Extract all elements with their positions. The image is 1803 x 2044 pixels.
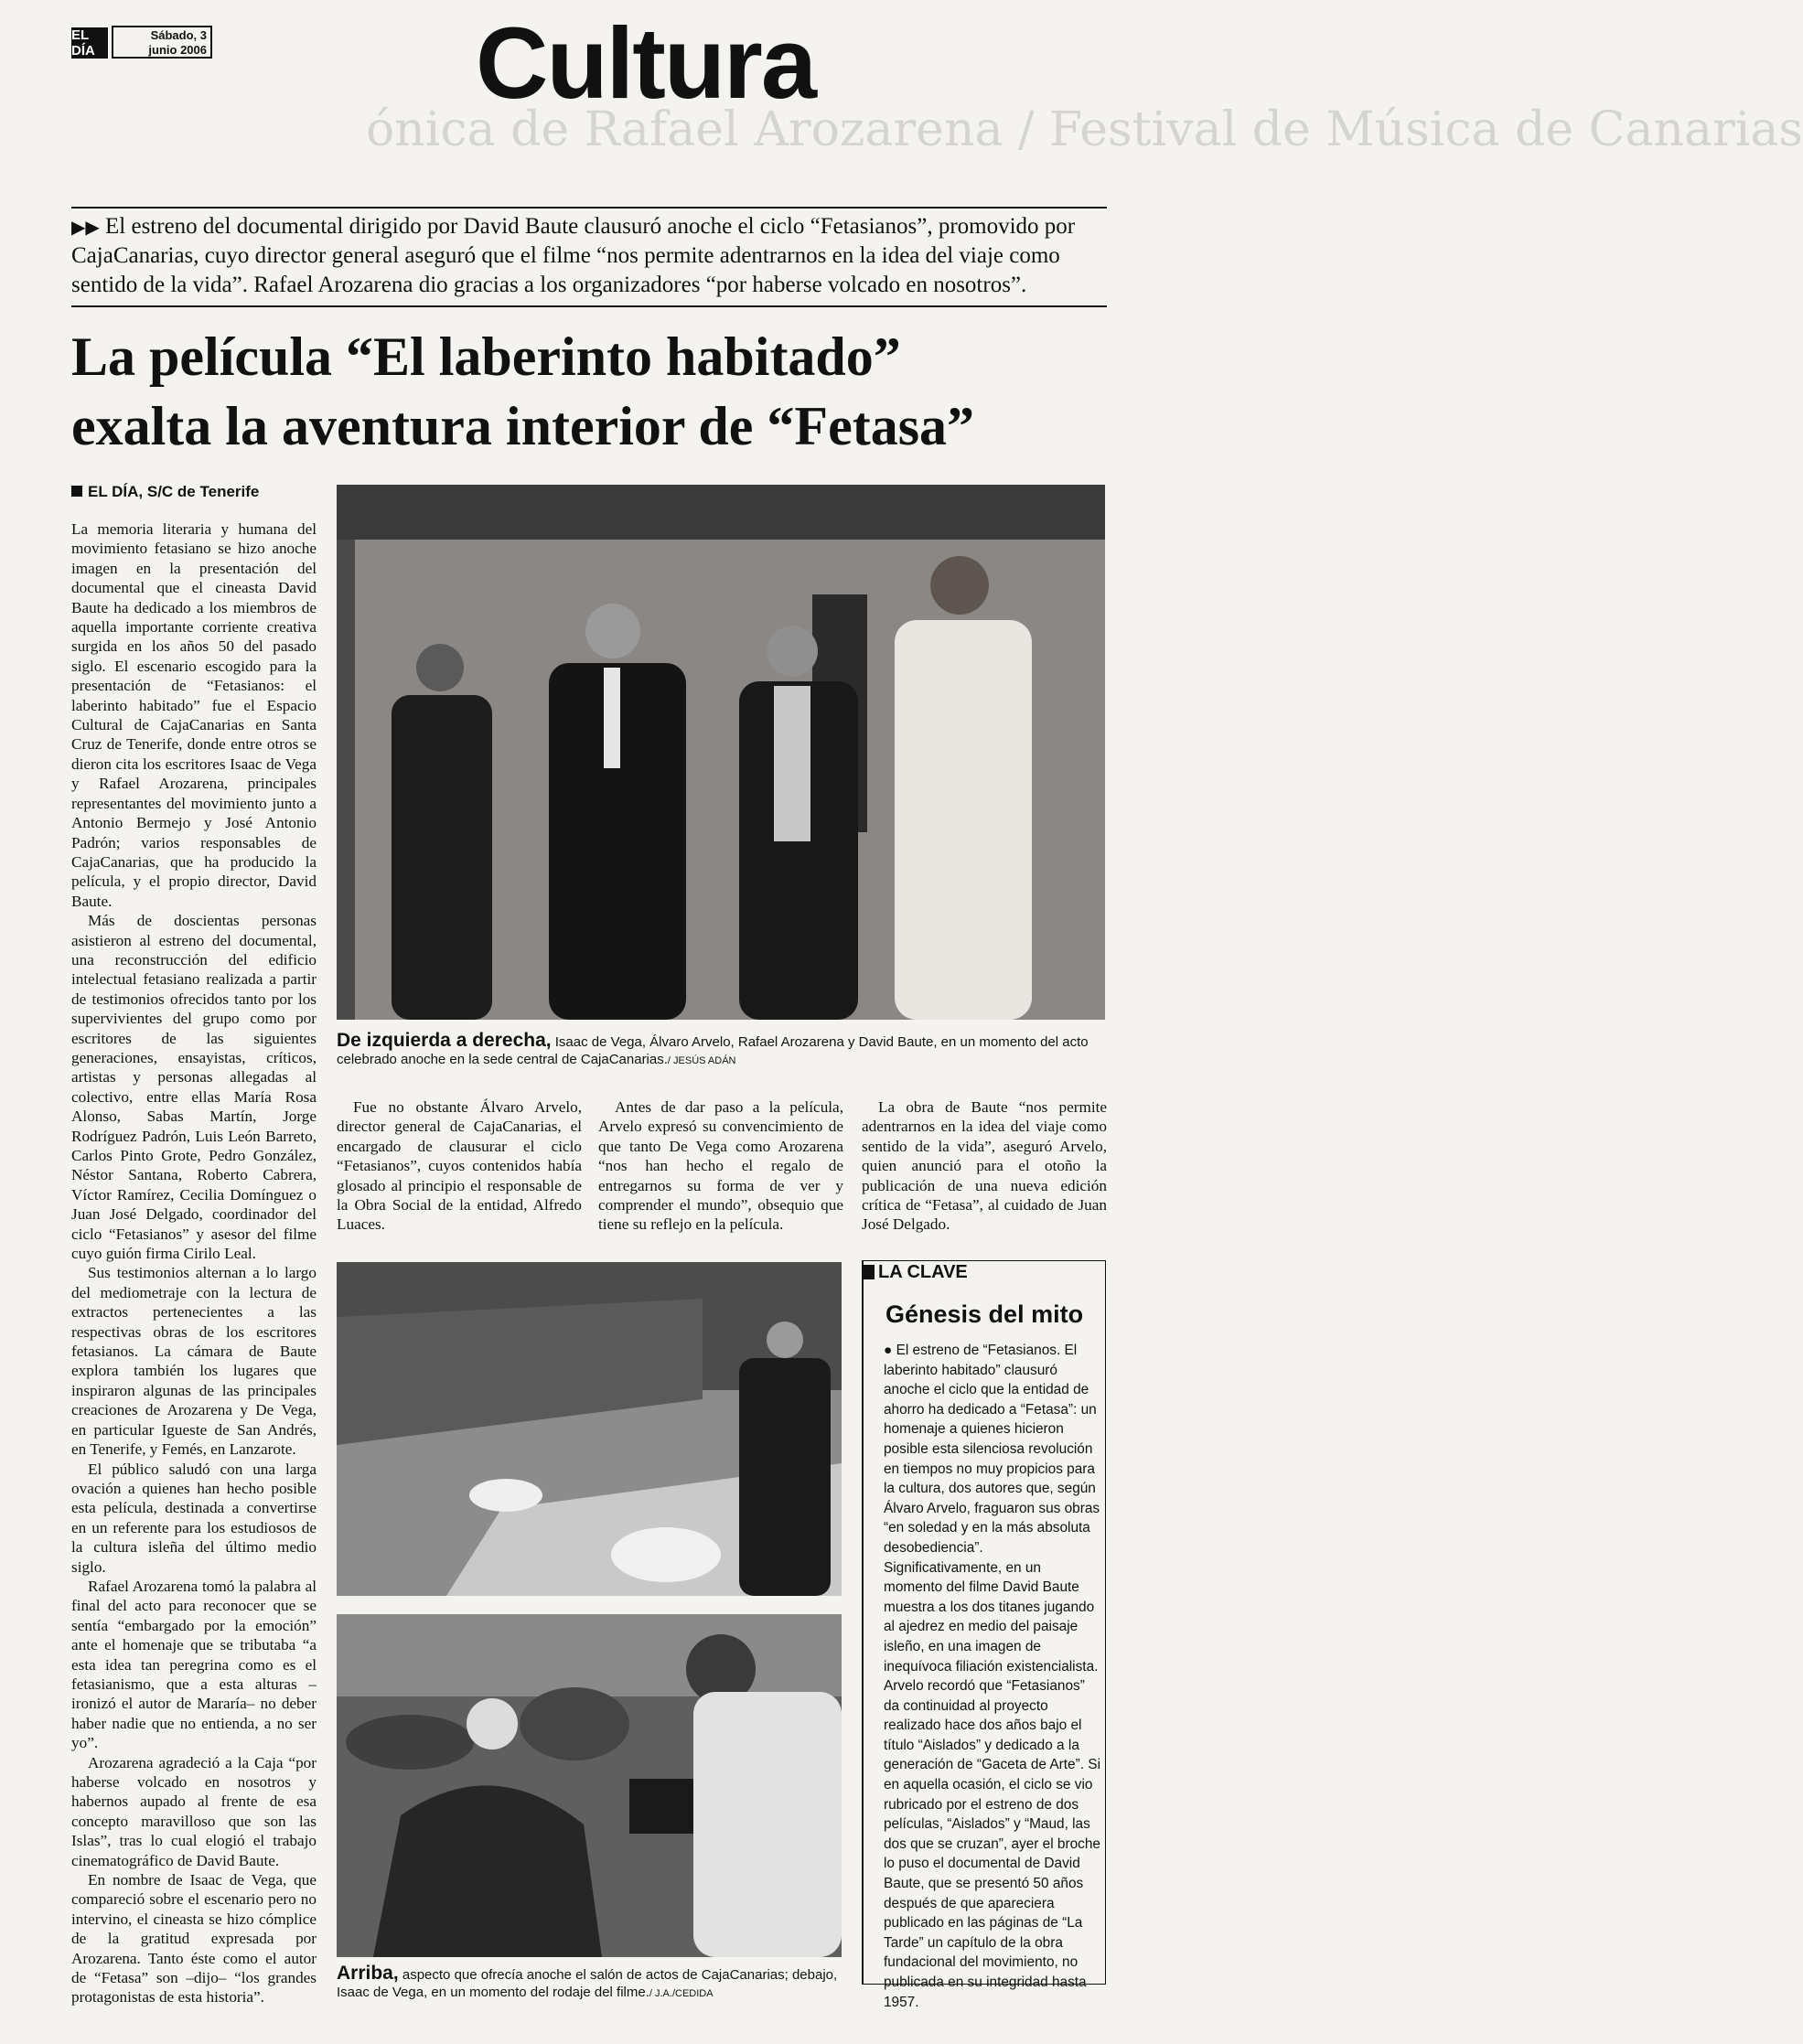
photo-filming-image: [337, 1614, 842, 1957]
sidebar-label: [864, 1262, 968, 1283]
caption-text: aspecto que ofrecía anoche el salón de actos de CajaCanarias; debajo, Isaac de Vega, en un momento del rodaje del filme.: [337, 1967, 838, 2000]
dek-bottom-rule: [71, 305, 1107, 307]
photo-auditorium-image: [337, 1262, 842, 1596]
col1-paragraph: Arozarena agradeció a la Caja “por haberse volcado en nosotros y habernos aupado al frente de esa concepto maravilloso que son las Islas”, tras lo cual elogió el trabajo cinematográfico de David Baute.: [71, 1753, 317, 1869]
col1-paragraph: Sus testimonios alternan a lo largo del mediometraje con la lectura de extractos pertenecientes a las respectivas obras de los escritores fetasianos. La cámara de Baute explora también los lugares que inspiraron algunas de las principales creaciones de Arozarena y De Vega, en particular Igueste de San Andrés, en Tenerife, y Femés, en Lanzarote.: [71, 1264, 317, 1459]
sidebar-title: Génesis del mito: [885, 1300, 1084, 1328]
photo-four-men-image: [337, 485, 1105, 1020]
photo-four-men: [337, 485, 1105, 1020]
photo-credit: / JESÚS ADÁN: [667, 1055, 736, 1066]
col1-paragraph: Rafael Arozarena tomó la palabra al final del acto para reconocer que se sentía “embargado por la emoción” ante el homenaje que se tributaba “a esta idea tan peregrina como es el fetasianismo, que a esta alturas –ironizó el autor de Mararía– no deber haber nadie que no entienda, a no ser yo”.: [71, 1577, 317, 1752]
caption-lead: De izquierda a derecha,: [337, 1030, 552, 1051]
square-bullet-icon: [864, 1265, 875, 1279]
photo-credit: / J.A./CEDIDA: [649, 1988, 714, 1999]
caption-text: Isaac de Vega, Álvaro Arvelo, Rafael Arozarena y David Baute, en un momento del acto celebrado anoche en la sede central de CajaCanarias.: [337, 1034, 1089, 1067]
photo-four-men-caption: [337, 1032, 1105, 1070]
photo-filming: [337, 1614, 842, 1957]
article-column-1: [71, 519, 317, 2007]
col1-paragraph: El público saludó con una larga ovación a quienes han hecho posible esta película, destinada a convertirse en un referente para los estudiosos de la cultura isleña del último medio siglo.: [71, 1460, 317, 1576]
date-day: Sábado, 3: [150, 28, 207, 42]
article-column-4: [862, 1097, 1107, 1235]
col1-paragraph: La memoria literaria y humana del movimiento fetasiano se hizo anoche imagen en la presentación del documental que el cineasta David Baute ha dedicado a los miembros de aquella importante corriente creativa surgida en los años 50 del pasado siglo. El escenario escogido para la presentación de “Fetasianos: el laberinto habitado” fue el Espacio Cultural de CajaCanarias en Santa Cruz de Tenerife, donde entre otros se dieron cita los escritores Isaac de Vega y Rafael Arozarena, principales representantes del movimiento junto a Antonio Bermejo y José Antonio Padrón; varios responsables de CajaCanarias, que ha producido la película, y el propio director, David Baute.: [71, 520, 317, 910]
bullet-dot-icon: ●: [884, 1343, 896, 1358]
col1-paragraph: Más de doscientas personas asistieron al estreno del documental, una reconstrucción del edificio intelectual fetasiano realizada a partir de testimonios ofrecidos tanto por los supervivientes del grupo como por escritores de las siguientes generaciones, ensayistas, críticos, artistas y personas allegadas al colectivo, entre ellas María Rosa Alonso, Sabas Martín, Jorge Rodríguez Padrón, Luis León Barreto, Carlos Pinto Grote, Pedro González, Néstor Santana, Roberto Cabrera, Víctor Ramírez, Cecilia Domínguez o Juan José Delgado, coordinador del ciclo “Fetasianos” y asesor del filme cuyo guión firma Cirilo Leal.: [71, 912, 317, 1263]
sidebar-body: [884, 1341, 1101, 2012]
square-bullet-icon: [71, 486, 82, 497]
dek-text: El estreno del documental dirigido por David Baute clausuró anoche el ciclo “Fetasianos”, promovido por CajaCanarias, cuyo director general aseguró que el filme “nos permite adentrarnos en la idea del viaje como sentido de la vida”. Rafael Arozarena dio gracias a los organizadores “por haberse volcado en nosotros”.: [71, 214, 1076, 297]
byline: [71, 483, 259, 501]
col3-paragraph: Antes de dar paso a la película, Arvelo expresó su convencimiento de que tanto De Vega como Arozarena “nos han hecho el regalo de entregarnos su forma de ver y comprender el mundo”, obsequio que tiene su reflejo en la película.: [598, 1098, 843, 1234]
photo-filming-caption: [337, 1964, 842, 2003]
article-headline: [71, 322, 1114, 461]
article-column-2: [337, 1097, 582, 1235]
byline-text: EL DÍA, S/C de Tenerife: [88, 483, 260, 500]
section-title: Cultura: [476, 7, 815, 120]
headline-line-1: La película “El laberinto habitado”: [71, 326, 901, 387]
headline-line-2: exalta la aventura interior de “Fetasa”: [71, 396, 975, 456]
col2-paragraph: Fue no obstante Álvaro Arvelo, director general de CajaCanarias, el encargado de clausurar el ciclo “Fetasianos”, cuyos contenidos había glosado al principio el responsable de la Obra Social de la entidad, Alfredo Luaces.: [337, 1098, 582, 1234]
col1-paragraph: En nombre de Isaac de Vega, que compareció sobre el escenario pero no intervino, el cineasta se hizo cómplice de la gratitud expresada por Arozarena. Tanto éste como el autor de “Fetasa” son –dijo– “los grandes protagonistas de esta historia”.: [71, 1871, 317, 2007]
reverse-page-show-through: ónica de Rafael Arozarena / Festival de Música de Canarias: [366, 102, 1803, 157]
double-arrow-icon: ▶▶: [71, 216, 100, 238]
newspaper-logo: EL DÍA: [71, 27, 108, 59]
sidebar-text: El estreno de “Fetasianos. El laberinto habitado” clausuró anoche el ciclo que la entidad de ahorro ha dedicado a “Fetasa”: un homenaje a quienes hicieron posible esta silenciosa revolución en tiempos no muy propicios para la cultura, dos autores que, según Álvaro Arvelo, fraguaron sus obras “en soledad y en la más absoluta desobediencia”. Significativamente, en un momento del filme David Baute muestra a los dos titanes jugando al ajedrez en medio del paisaje isleño, en una imagen de inequívoca filiación existencialista. Arvelo recordó que “Fetasianos” da continuidad al proyecto realizado hace dos años bajo el título “Aislados” y dedicado a la generación de “Gaceta de Arte”. Si en aquella ocasión, el ciclo se vio rubricado por el estreno de dos películas, “Aislados” y “Maud, las dos que se cruzan”, ayer el broche lo puso el documental de David Baute, que se presentó 50 años después de que apareciera publicado en las páginas de “La Tarde” un capítulo de la obra fundacional del movimiento, no publicada en su integridad hasta 1957.: [884, 1343, 1100, 2010]
caption-lead: Arriba,: [337, 1963, 399, 1984]
article-dek: [71, 212, 1107, 300]
col4-paragraph: La obra de Baute “nos permite adentrarnos en la idea del viaje como sentido de la vida”, aseguró Arvelo, quien anunció para el otoño la publicación de una nueva edición crítica de “Fetasa”, al cuidado de Juan José Delgado.: [862, 1098, 1107, 1234]
issue-date: [112, 26, 212, 59]
dek-top-rule: [71, 207, 1107, 209]
date-month: junio 2006: [148, 43, 207, 57]
photo-auditorium: [337, 1262, 842, 1596]
article-column-3: [598, 1097, 843, 1235]
sidebar-label-text: LA CLAVE: [878, 1262, 968, 1282]
